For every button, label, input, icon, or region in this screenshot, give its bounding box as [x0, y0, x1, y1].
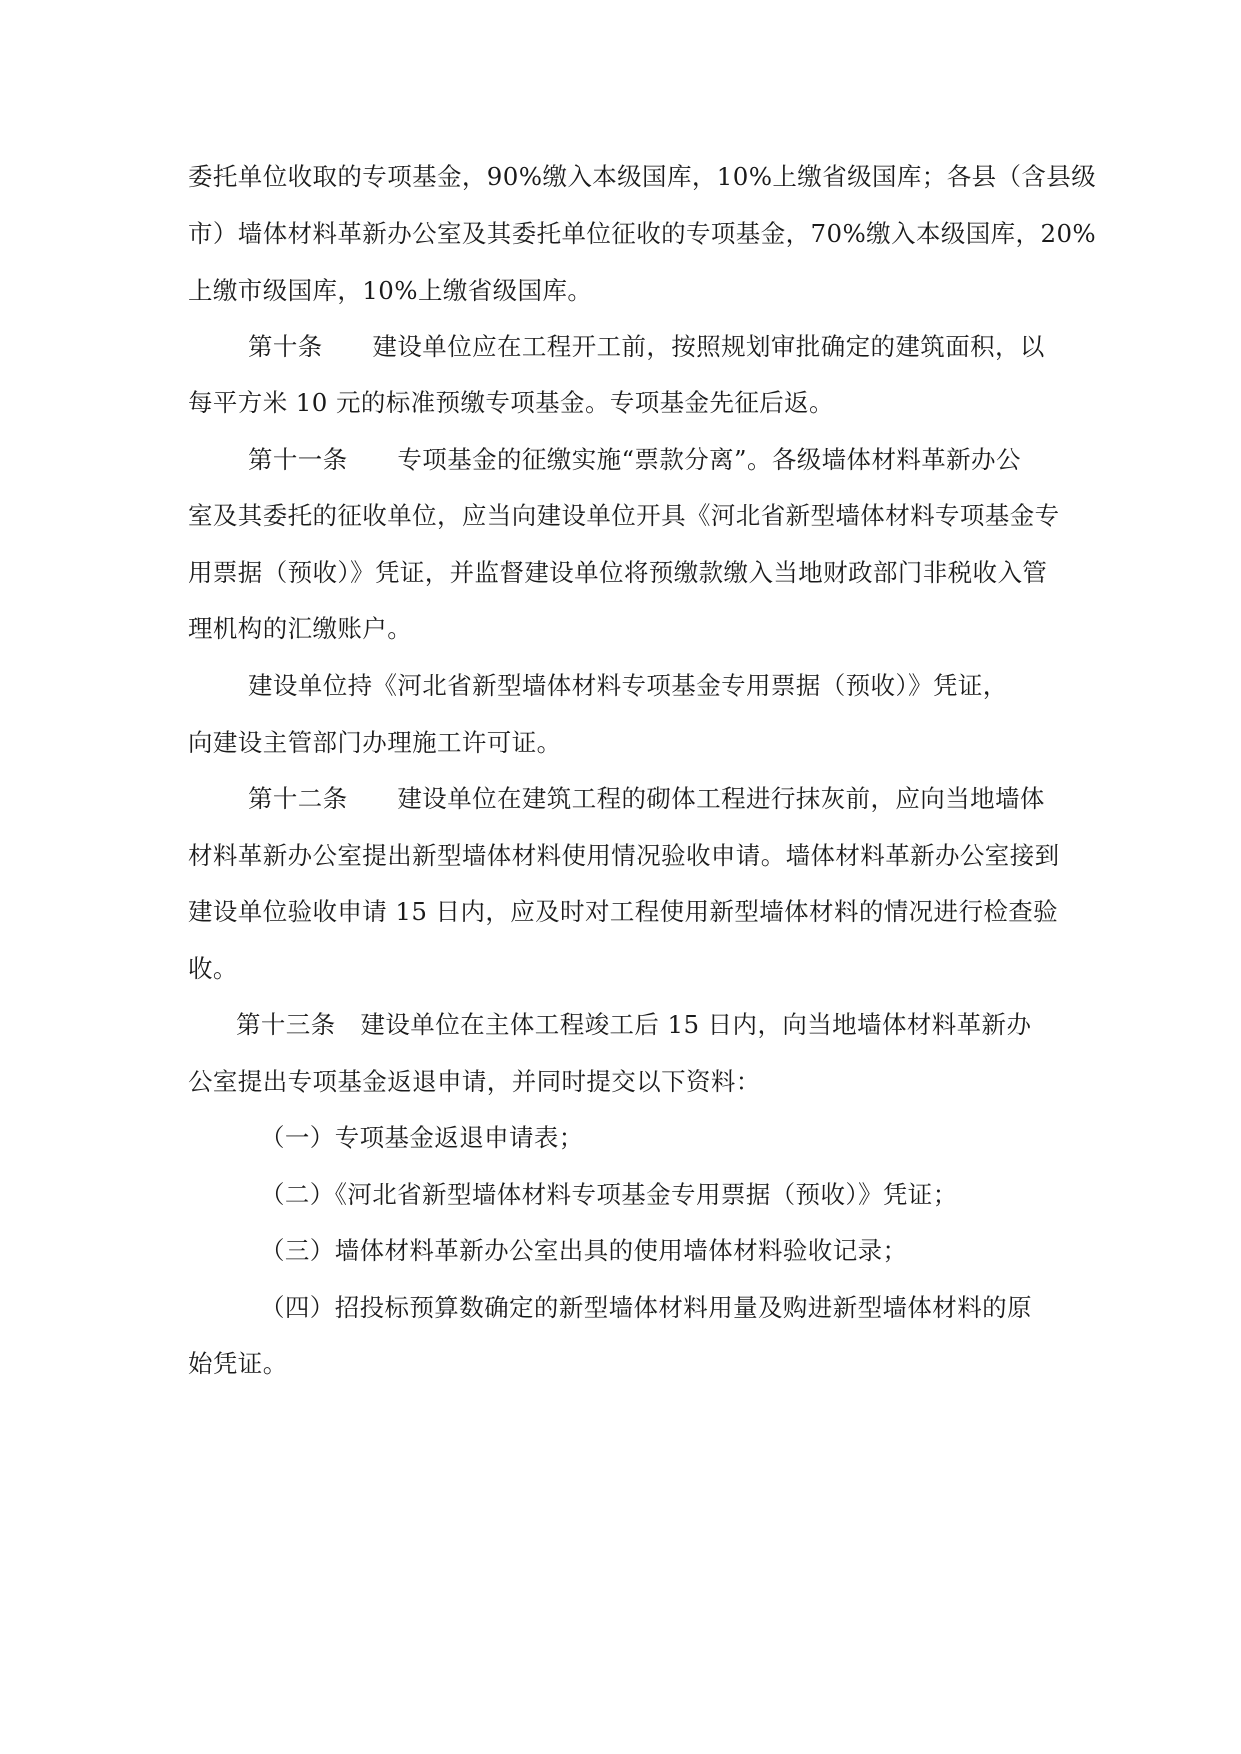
text-line: 室及其委托的征收单位，应当向建设单位开具《河北省新型墙体材料专项基金专: [188, 501, 1060, 530]
paragraph-first-line: 建设单位持《河北省新型墙体材料专项基金专用票据（预收）》凭证，: [248, 671, 1008, 700]
text-line: 公室提出专项基金返退申请，并同时提交以下资料：: [188, 1067, 761, 1096]
list-item-4: （四）招投标预算数确定的新型墙体材料用量及购进新型墙体材料的原: [260, 1293, 1032, 1322]
article-10-heading-line: 第十条 建设单位应在工程开工前，按照规划审批确定的建筑面积，以: [248, 332, 1045, 361]
text-line: 每平方米 10 元的标准预缴专项基金。专项基金先征后返。: [188, 388, 834, 417]
text-line: 委托单位收取的专项基金，90%缴入本级国库，10%上缴省级国库；各县（含县级: [188, 162, 1097, 191]
list-item-1: （一）专项基金返退申请表；: [260, 1123, 584, 1152]
article-12-heading-line: 第十二条 建设单位在建筑工程的砌体工程进行抹灰前，应向当地墙体: [248, 784, 1045, 813]
list-item-3: （三）墙体材料革新办公室出具的使用墙体材料验收记录；: [260, 1236, 908, 1265]
text-line: 建设单位验收申请 15 日内，应及时对工程使用新型墙体材料的情况进行检查验: [188, 897, 1059, 926]
text-line: 理机构的汇缴账户。: [188, 614, 413, 643]
list-item-2: （二）《河北省新型墙体材料专项基金专用票据（预收）》凭证；: [260, 1180, 958, 1209]
article-13-heading-line: 第十三条 建设单位在主体工程竣工后 15 日内，向当地墙体材料革新办: [236, 1010, 1032, 1039]
text-line: 市）墙体材料革新办公室及其委托单位征收的专项基金，70%缴入本级国库，20%: [188, 219, 1097, 248]
text-line: 收。: [188, 954, 238, 983]
text-line: 上缴市级国库，10%上缴省级国库。: [188, 276, 593, 305]
article-11-heading-line: 第十一条 专项基金的征缴实施“票款分离”。各级墙体材料革新办公: [248, 445, 1021, 474]
text-line: 始凭证。: [188, 1349, 288, 1378]
text-line: 向建设主管部门办理施工许可证。: [188, 728, 562, 757]
text-line: 用票据（预收）》凭证，并监督建设单位将预缴款缴入当地财政部门非税收入管: [188, 558, 1048, 587]
text-line: 材料革新办公室提出新型墙体材料使用情况验收申请。墙体材料革新办公室接到: [188, 841, 1060, 870]
